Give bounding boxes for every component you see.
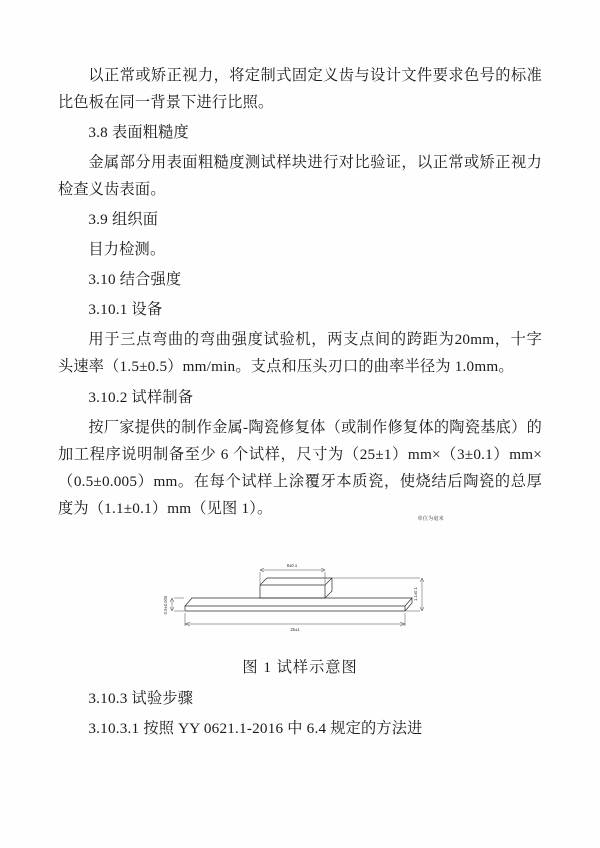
specimen-diagram-svg <box>150 528 450 646</box>
figure-label-base-length: 25±1 <box>290 626 300 632</box>
heading-3-10-3: 3.10.3 试验步骤 <box>88 689 194 707</box>
paragraph-3-10-1: 用于三点弯曲的弯曲强度试验机，两支点间的跨距为20mm，十字头速率（1.5±0.5）mm/min。支点和压头刃口的曲率半径为 1.0mm。 <box>58 331 542 376</box>
heading-3-10-2: 3.10.2 试样制备 <box>88 388 194 406</box>
figure-label-top-width: 8±0.1 <box>286 562 298 568</box>
paragraph-3-8: 金属部分用表面粗糙度测试样块进行对比验证，以正常或矫正视力检查义齿表面。 <box>58 154 542 199</box>
figure-1-caption: 图 1 试样示意图 <box>242 658 358 676</box>
figure-1-container <box>58 515 542 646</box>
heading-3-10-1: 3.10.1 设备 <box>88 301 163 319</box>
paragraph-3-10-2: 按厂家提供的制作金属-陶瓷修复体（或制作修复体的陶瓷基底）的加工程序说明制备至少 6 个试样，尺寸为（25±1）mm×（3±0.1）mm×（0.5±0.005）mm。在每个试样上涂覆牙本质瓷，使烧结后陶瓷的总厚度为（1.1±0.1）mm（见图 1）。 <box>58 418 542 517</box>
figure-label-left-thickness: 0.5±0.005 <box>163 595 168 615</box>
figure-unit-note: 单位为毫米 <box>417 515 444 522</box>
paragraph-3-10-3-1: 3.10.3.1 按照 YY 0621.1-2016 中 6.4 规定的方法进 <box>88 719 423 737</box>
paragraph-3-9: 目力检测。 <box>88 241 166 259</box>
heading-3-8: 3.8 表面粗糙度 <box>88 124 189 142</box>
figure-1-drawing <box>150 515 450 646</box>
heading-3-9: 3.9 组织面 <box>88 211 159 229</box>
figure-label-right-total: 1.1±0.1 <box>413 586 418 601</box>
heading-3-10: 3.10 结合强度 <box>88 271 182 289</box>
paragraph-color-compare: 以正常或矫正视力，将定制式固定义齿与设计文件要求色号的标准比色板在同一背景下进行比照。 <box>58 67 542 112</box>
